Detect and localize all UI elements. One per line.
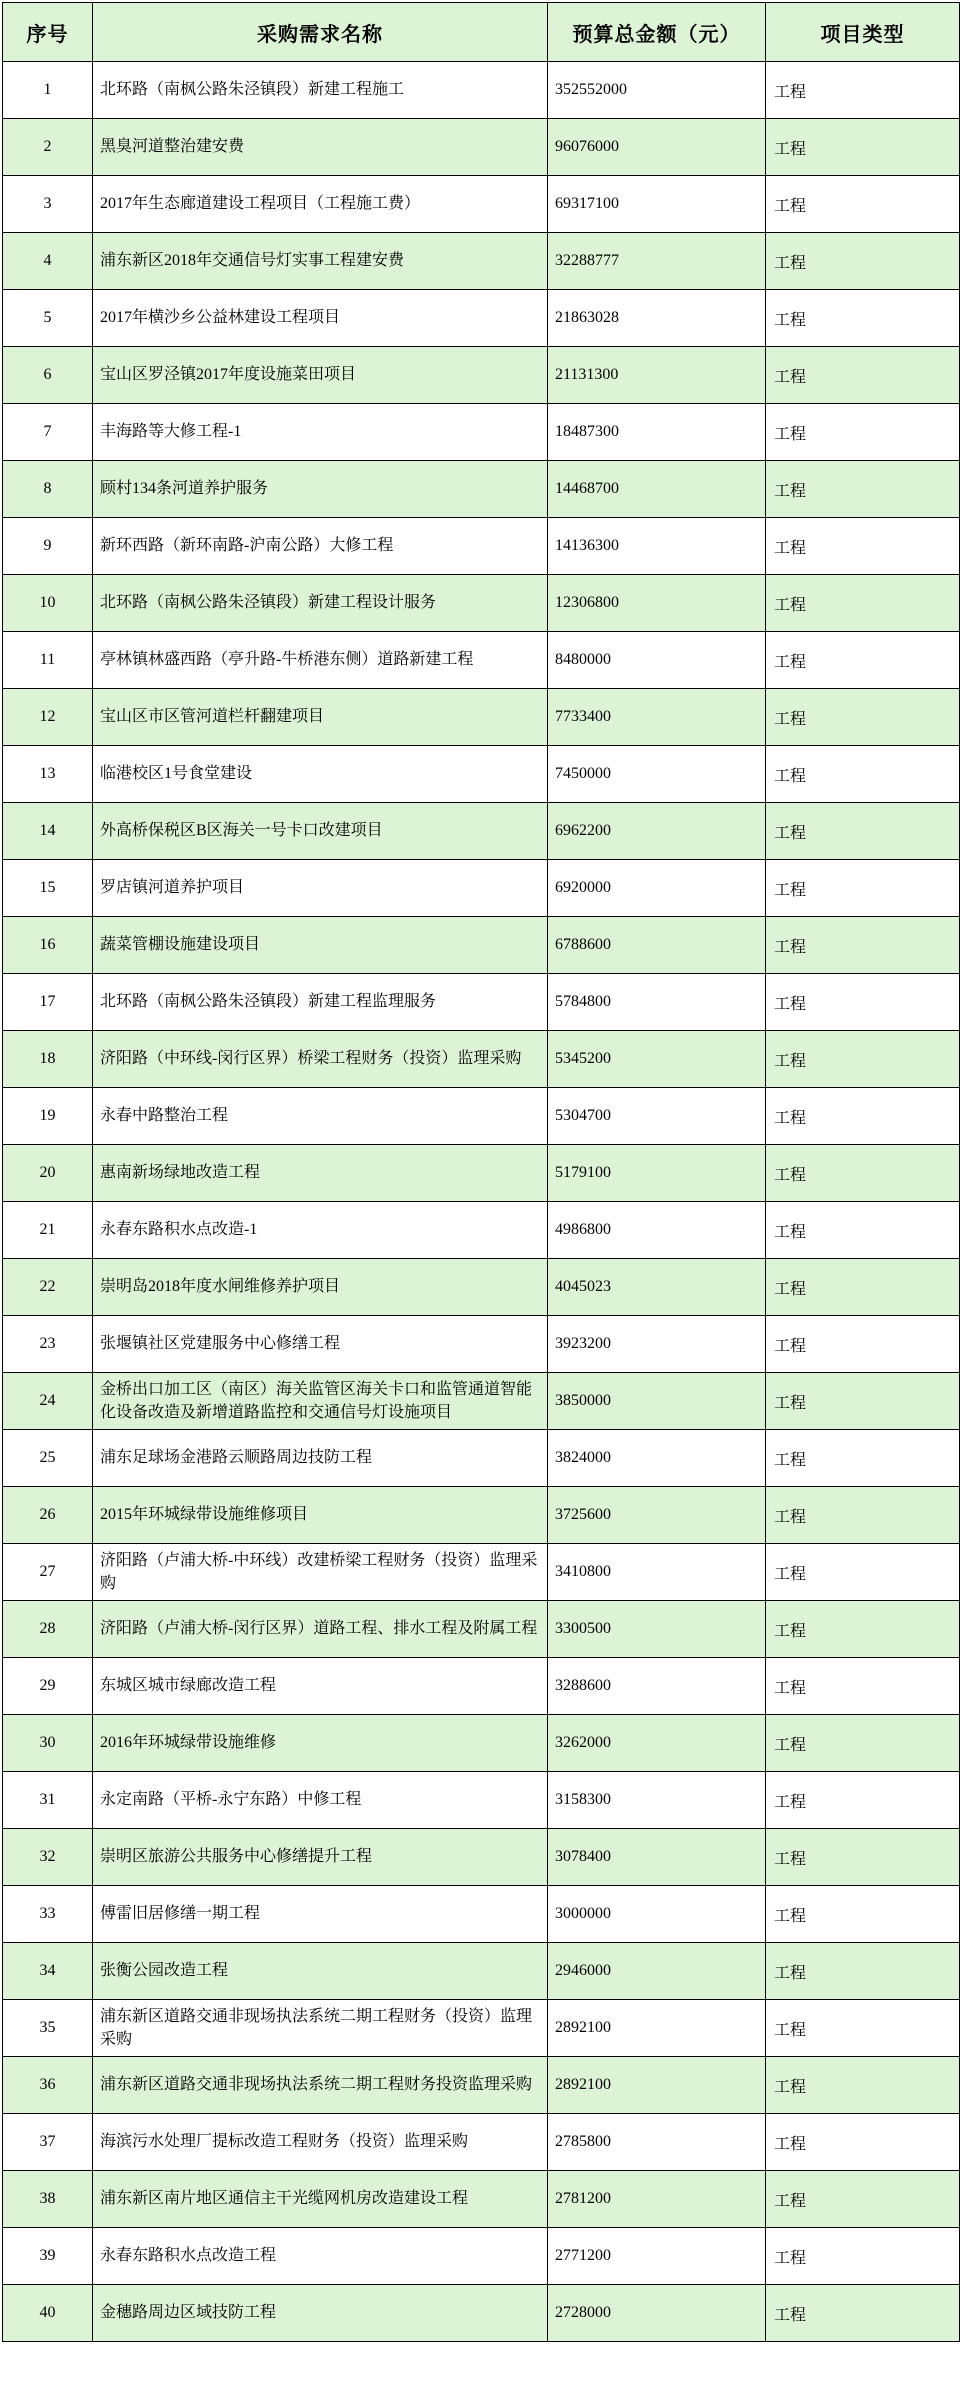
seq-cell: 3 bbox=[3, 176, 93, 233]
name-cell: 浦东新区2018年交通信号灯实事工程建安费 bbox=[93, 233, 548, 290]
name-cell: 济阳路（中环线-闵行区界）桥梁工程财务（投资）监理采购 bbox=[93, 1031, 548, 1088]
amount-cell: 14136300 bbox=[548, 518, 766, 575]
table-row bbox=[3, 575, 960, 632]
type-cell: 工程 bbox=[766, 233, 960, 290]
amount-cell: 6788600 bbox=[548, 917, 766, 974]
table-row bbox=[3, 461, 960, 518]
type-cell: 工程 bbox=[766, 347, 960, 404]
amount-cell: 3410800 bbox=[548, 1544, 766, 1601]
amount-cell: 5304700 bbox=[548, 1088, 766, 1145]
seq-cell: 35 bbox=[3, 2000, 93, 2057]
amount-cell: 14468700 bbox=[548, 461, 766, 518]
amount-cell: 2892100 bbox=[548, 2000, 766, 2057]
amount-cell: 2781200 bbox=[548, 2171, 766, 2228]
type-cell: 工程 bbox=[766, 1088, 960, 1145]
seq-cell: 6 bbox=[3, 347, 93, 404]
type-cell: 工程 bbox=[766, 1373, 960, 1430]
type-cell: 工程 bbox=[766, 917, 960, 974]
table-row bbox=[3, 1430, 960, 1487]
type-cell: 工程 bbox=[766, 1487, 960, 1544]
table-row bbox=[3, 1658, 960, 1715]
amount-cell: 3158300 bbox=[548, 1772, 766, 1829]
seq-cell: 29 bbox=[3, 1658, 93, 1715]
amount-cell: 2785800 bbox=[548, 2114, 766, 2171]
table-row bbox=[3, 1202, 960, 1259]
name-cell: 宝山区罗泾镇2017年度设施菜田项目 bbox=[93, 347, 548, 404]
name-cell: 崇明区旅游公共服务中心修缮提升工程 bbox=[93, 1829, 548, 1886]
name-cell: 浦东新区南片地区通信主干光缆网机房改造建设工程 bbox=[93, 2171, 548, 2228]
table-row bbox=[3, 1031, 960, 1088]
seq-cell: 18 bbox=[3, 1031, 93, 1088]
seq-cell: 20 bbox=[3, 1145, 93, 1202]
type-cell: 工程 bbox=[766, 176, 960, 233]
amount-cell: 3923200 bbox=[548, 1316, 766, 1373]
type-cell: 工程 bbox=[766, 1031, 960, 1088]
table-row bbox=[3, 233, 960, 290]
seq-cell: 8 bbox=[3, 461, 93, 518]
table-row bbox=[3, 860, 960, 917]
table-row bbox=[3, 2285, 960, 2342]
seq-cell: 17 bbox=[3, 974, 93, 1031]
seq-cell: 31 bbox=[3, 1772, 93, 1829]
procurement-table bbox=[2, 2, 960, 2342]
name-cell: 永春东路积水点改造-1 bbox=[93, 1202, 548, 1259]
name-cell: 浦东足球场金港路云顺路周边技防工程 bbox=[93, 1430, 548, 1487]
seq-cell: 33 bbox=[3, 1886, 93, 1943]
seq-cell: 9 bbox=[3, 518, 93, 575]
seq-cell: 21 bbox=[3, 1202, 93, 1259]
type-cell: 工程 bbox=[766, 974, 960, 1031]
type-cell: 工程 bbox=[766, 2057, 960, 2114]
table-row bbox=[3, 1316, 960, 1373]
amount-cell: 3824000 bbox=[548, 1430, 766, 1487]
amount-cell: 5784800 bbox=[548, 974, 766, 1031]
type-cell: 工程 bbox=[766, 119, 960, 176]
table-row bbox=[3, 974, 960, 1031]
amount-cell: 8480000 bbox=[548, 632, 766, 689]
type-cell: 工程 bbox=[766, 1316, 960, 1373]
seq-cell: 38 bbox=[3, 2171, 93, 2228]
seq-cell: 32 bbox=[3, 1829, 93, 1886]
name-cell: 东城区城市绿廊改造工程 bbox=[93, 1658, 548, 1715]
seq-cell: 11 bbox=[3, 632, 93, 689]
type-cell: 工程 bbox=[766, 290, 960, 347]
type-cell: 工程 bbox=[766, 1943, 960, 2000]
seq-cell: 30 bbox=[3, 1715, 93, 1772]
name-cell: 金桥出口加工区（南区）海关监管区海关卡口和监管通道智能化设备改造及新增道路监控和交通信号灯设施项目 bbox=[93, 1373, 548, 1430]
name-cell: 张堰镇社区党建服务中心修缮工程 bbox=[93, 1316, 548, 1373]
amount-cell: 3288600 bbox=[548, 1658, 766, 1715]
table-row bbox=[3, 290, 960, 347]
name-cell: 宝山区市区管河道栏杆翻建项目 bbox=[93, 689, 548, 746]
name-cell: 罗店镇河道养护项目 bbox=[93, 860, 548, 917]
amount-cell: 3300500 bbox=[548, 1601, 766, 1658]
seq-cell: 16 bbox=[3, 917, 93, 974]
amount-cell: 69317100 bbox=[548, 176, 766, 233]
name-cell: 2016年环城绿带设施维修 bbox=[93, 1715, 548, 1772]
table-row bbox=[3, 2171, 960, 2228]
seq-cell: 7 bbox=[3, 404, 93, 461]
seq-cell: 22 bbox=[3, 1259, 93, 1316]
column-header-name: 采购需求名称 bbox=[93, 3, 548, 62]
amount-cell: 18487300 bbox=[548, 404, 766, 461]
seq-cell: 13 bbox=[3, 746, 93, 803]
type-cell: 工程 bbox=[766, 62, 960, 119]
amount-cell: 21131300 bbox=[548, 347, 766, 404]
type-cell: 工程 bbox=[766, 518, 960, 575]
seq-cell: 39 bbox=[3, 2228, 93, 2285]
seq-cell: 27 bbox=[3, 1544, 93, 1601]
amount-cell: 4986800 bbox=[548, 1202, 766, 1259]
name-cell: 顾村134条河道养护服务 bbox=[93, 461, 548, 518]
type-cell: 工程 bbox=[766, 404, 960, 461]
type-cell: 工程 bbox=[766, 1601, 960, 1658]
table-row bbox=[3, 62, 960, 119]
amount-cell: 3000000 bbox=[548, 1886, 766, 1943]
name-cell: 北环路（南枫公路朱泾镇段）新建工程设计服务 bbox=[93, 575, 548, 632]
amount-cell: 2946000 bbox=[548, 1943, 766, 2000]
table-row bbox=[3, 1145, 960, 1202]
table-row bbox=[3, 1715, 960, 1772]
type-cell: 工程 bbox=[766, 1145, 960, 1202]
table-row bbox=[3, 803, 960, 860]
table-row bbox=[3, 1088, 960, 1145]
seq-cell: 26 bbox=[3, 1487, 93, 1544]
type-cell: 工程 bbox=[766, 1544, 960, 1601]
name-cell: 北环路（南枫公路朱泾镇段）新建工程施工 bbox=[93, 62, 548, 119]
name-cell: 金穗路周边区域技防工程 bbox=[93, 2285, 548, 2342]
table-row bbox=[3, 176, 960, 233]
type-cell: 工程 bbox=[766, 461, 960, 518]
amount-cell: 7450000 bbox=[548, 746, 766, 803]
type-cell: 工程 bbox=[766, 803, 960, 860]
amount-cell: 5179100 bbox=[548, 1145, 766, 1202]
table-row bbox=[3, 1943, 960, 2000]
table-row bbox=[3, 2057, 960, 2114]
type-cell: 工程 bbox=[766, 860, 960, 917]
amount-cell: 6962200 bbox=[548, 803, 766, 860]
table-header-row bbox=[3, 3, 960, 62]
amount-cell: 2771200 bbox=[548, 2228, 766, 2285]
name-cell: 2017年横沙乡公益林建设工程项目 bbox=[93, 290, 548, 347]
column-header-amount: 预算总金额（元） bbox=[548, 3, 766, 62]
amount-cell: 3078400 bbox=[548, 1829, 766, 1886]
type-cell: 工程 bbox=[766, 1886, 960, 1943]
table-row bbox=[3, 119, 960, 176]
type-cell: 工程 bbox=[766, 746, 960, 803]
name-cell: 济阳路（卢浦大桥-中环线）改建桥梁工程财务（投资）监理采购 bbox=[93, 1544, 548, 1601]
seq-cell: 37 bbox=[3, 2114, 93, 2171]
name-cell: 永定南路（平桥-永宁东路）中修工程 bbox=[93, 1772, 548, 1829]
amount-cell: 6920000 bbox=[548, 860, 766, 917]
seq-cell: 36 bbox=[3, 2057, 93, 2114]
table-row bbox=[3, 2228, 960, 2285]
amount-cell: 4045023 bbox=[548, 1259, 766, 1316]
type-cell: 工程 bbox=[766, 1259, 960, 1316]
name-cell: 北环路（南枫公路朱泾镇段）新建工程监理服务 bbox=[93, 974, 548, 1031]
table-row bbox=[3, 2114, 960, 2171]
amount-cell: 3725600 bbox=[548, 1487, 766, 1544]
amount-cell: 12306800 bbox=[548, 575, 766, 632]
seq-cell: 40 bbox=[3, 2285, 93, 2342]
table-row bbox=[3, 632, 960, 689]
name-cell: 2015年环城绿带设施维修项目 bbox=[93, 1487, 548, 1544]
seq-cell: 2 bbox=[3, 119, 93, 176]
type-cell: 工程 bbox=[766, 1715, 960, 1772]
table-row bbox=[3, 689, 960, 746]
table-body bbox=[3, 62, 960, 2342]
name-cell: 崇明岛2018年度水闸维修养护项目 bbox=[93, 1259, 548, 1316]
name-cell: 外高桥保税区B区海关一号卡口改建项目 bbox=[93, 803, 548, 860]
type-cell: 工程 bbox=[766, 632, 960, 689]
type-cell: 工程 bbox=[766, 2171, 960, 2228]
name-cell: 济阳路（卢浦大桥-闵行区界）道路工程、排水工程及附属工程 bbox=[93, 1601, 548, 1658]
amount-cell: 2728000 bbox=[548, 2285, 766, 2342]
name-cell: 永春东路积水点改造工程 bbox=[93, 2228, 548, 2285]
name-cell: 临港校区1号食堂建设 bbox=[93, 746, 548, 803]
name-cell: 浦东新区道路交通非现场执法系统二期工程财务投资监理采购 bbox=[93, 2057, 548, 2114]
table-row bbox=[3, 404, 960, 461]
table-row bbox=[3, 1829, 960, 1886]
name-cell: 亭林镇林盛西路（亭升路-牛桥港东侧）道路新建工程 bbox=[93, 632, 548, 689]
seq-cell: 1 bbox=[3, 62, 93, 119]
type-cell: 工程 bbox=[766, 1202, 960, 1259]
type-cell: 工程 bbox=[766, 1829, 960, 1886]
amount-cell: 5345200 bbox=[548, 1031, 766, 1088]
amount-cell: 7733400 bbox=[548, 689, 766, 746]
name-cell: 惠南新场绿地改造工程 bbox=[93, 1145, 548, 1202]
column-header-seq: 序号 bbox=[3, 3, 93, 62]
table-row bbox=[3, 1259, 960, 1316]
type-cell: 工程 bbox=[766, 2114, 960, 2171]
amount-cell: 32288777 bbox=[548, 233, 766, 290]
seq-cell: 34 bbox=[3, 1943, 93, 2000]
column-header-type: 项目类型 bbox=[766, 3, 960, 62]
seq-cell: 25 bbox=[3, 1430, 93, 1487]
table-row bbox=[3, 1601, 960, 1658]
seq-cell: 14 bbox=[3, 803, 93, 860]
name-cell: 张衡公园改造工程 bbox=[93, 1943, 548, 2000]
table-row bbox=[3, 1544, 960, 1601]
amount-cell: 96076000 bbox=[548, 119, 766, 176]
table-row bbox=[3, 1487, 960, 1544]
seq-cell: 4 bbox=[3, 233, 93, 290]
name-cell: 新环西路（新环南路-沪南公路）大修工程 bbox=[93, 518, 548, 575]
type-cell: 工程 bbox=[766, 2000, 960, 2057]
seq-cell: 23 bbox=[3, 1316, 93, 1373]
seq-cell: 24 bbox=[3, 1373, 93, 1430]
table-row bbox=[3, 347, 960, 404]
table-row bbox=[3, 2000, 960, 2057]
name-cell: 永春中路整治工程 bbox=[93, 1088, 548, 1145]
table-row bbox=[3, 1886, 960, 1943]
type-cell: 工程 bbox=[766, 1658, 960, 1715]
name-cell: 浦东新区道路交通非现场执法系统二期工程财务（投资）监理采购 bbox=[93, 2000, 548, 2057]
type-cell: 工程 bbox=[766, 2228, 960, 2285]
type-cell: 工程 bbox=[766, 2285, 960, 2342]
name-cell: 海滨污水处理厂提标改造工程财务（投资）监理采购 bbox=[93, 2114, 548, 2171]
table-row bbox=[3, 1772, 960, 1829]
amount-cell: 352552000 bbox=[548, 62, 766, 119]
seq-cell: 28 bbox=[3, 1601, 93, 1658]
amount-cell: 2892100 bbox=[548, 2057, 766, 2114]
amount-cell: 3850000 bbox=[548, 1373, 766, 1430]
name-cell: 黑臭河道整治建安费 bbox=[93, 119, 548, 176]
seq-cell: 15 bbox=[3, 860, 93, 917]
type-cell: 工程 bbox=[766, 689, 960, 746]
type-cell: 工程 bbox=[766, 1430, 960, 1487]
seq-cell: 19 bbox=[3, 1088, 93, 1145]
name-cell: 蔬菜管棚设施建设项目 bbox=[93, 917, 548, 974]
table-row bbox=[3, 1373, 960, 1430]
type-cell: 工程 bbox=[766, 1772, 960, 1829]
amount-cell: 3262000 bbox=[548, 1715, 766, 1772]
type-cell: 工程 bbox=[766, 575, 960, 632]
name-cell: 丰海路等大修工程-1 bbox=[93, 404, 548, 461]
seq-cell: 10 bbox=[3, 575, 93, 632]
table-row bbox=[3, 917, 960, 974]
name-cell: 2017年生态廊道建设工程项目（工程施工费） bbox=[93, 176, 548, 233]
table-row bbox=[3, 746, 960, 803]
table-row bbox=[3, 518, 960, 575]
seq-cell: 12 bbox=[3, 689, 93, 746]
amount-cell: 21863028 bbox=[548, 290, 766, 347]
name-cell: 傅雷旧居修缮一期工程 bbox=[93, 1886, 548, 1943]
seq-cell: 5 bbox=[3, 290, 93, 347]
